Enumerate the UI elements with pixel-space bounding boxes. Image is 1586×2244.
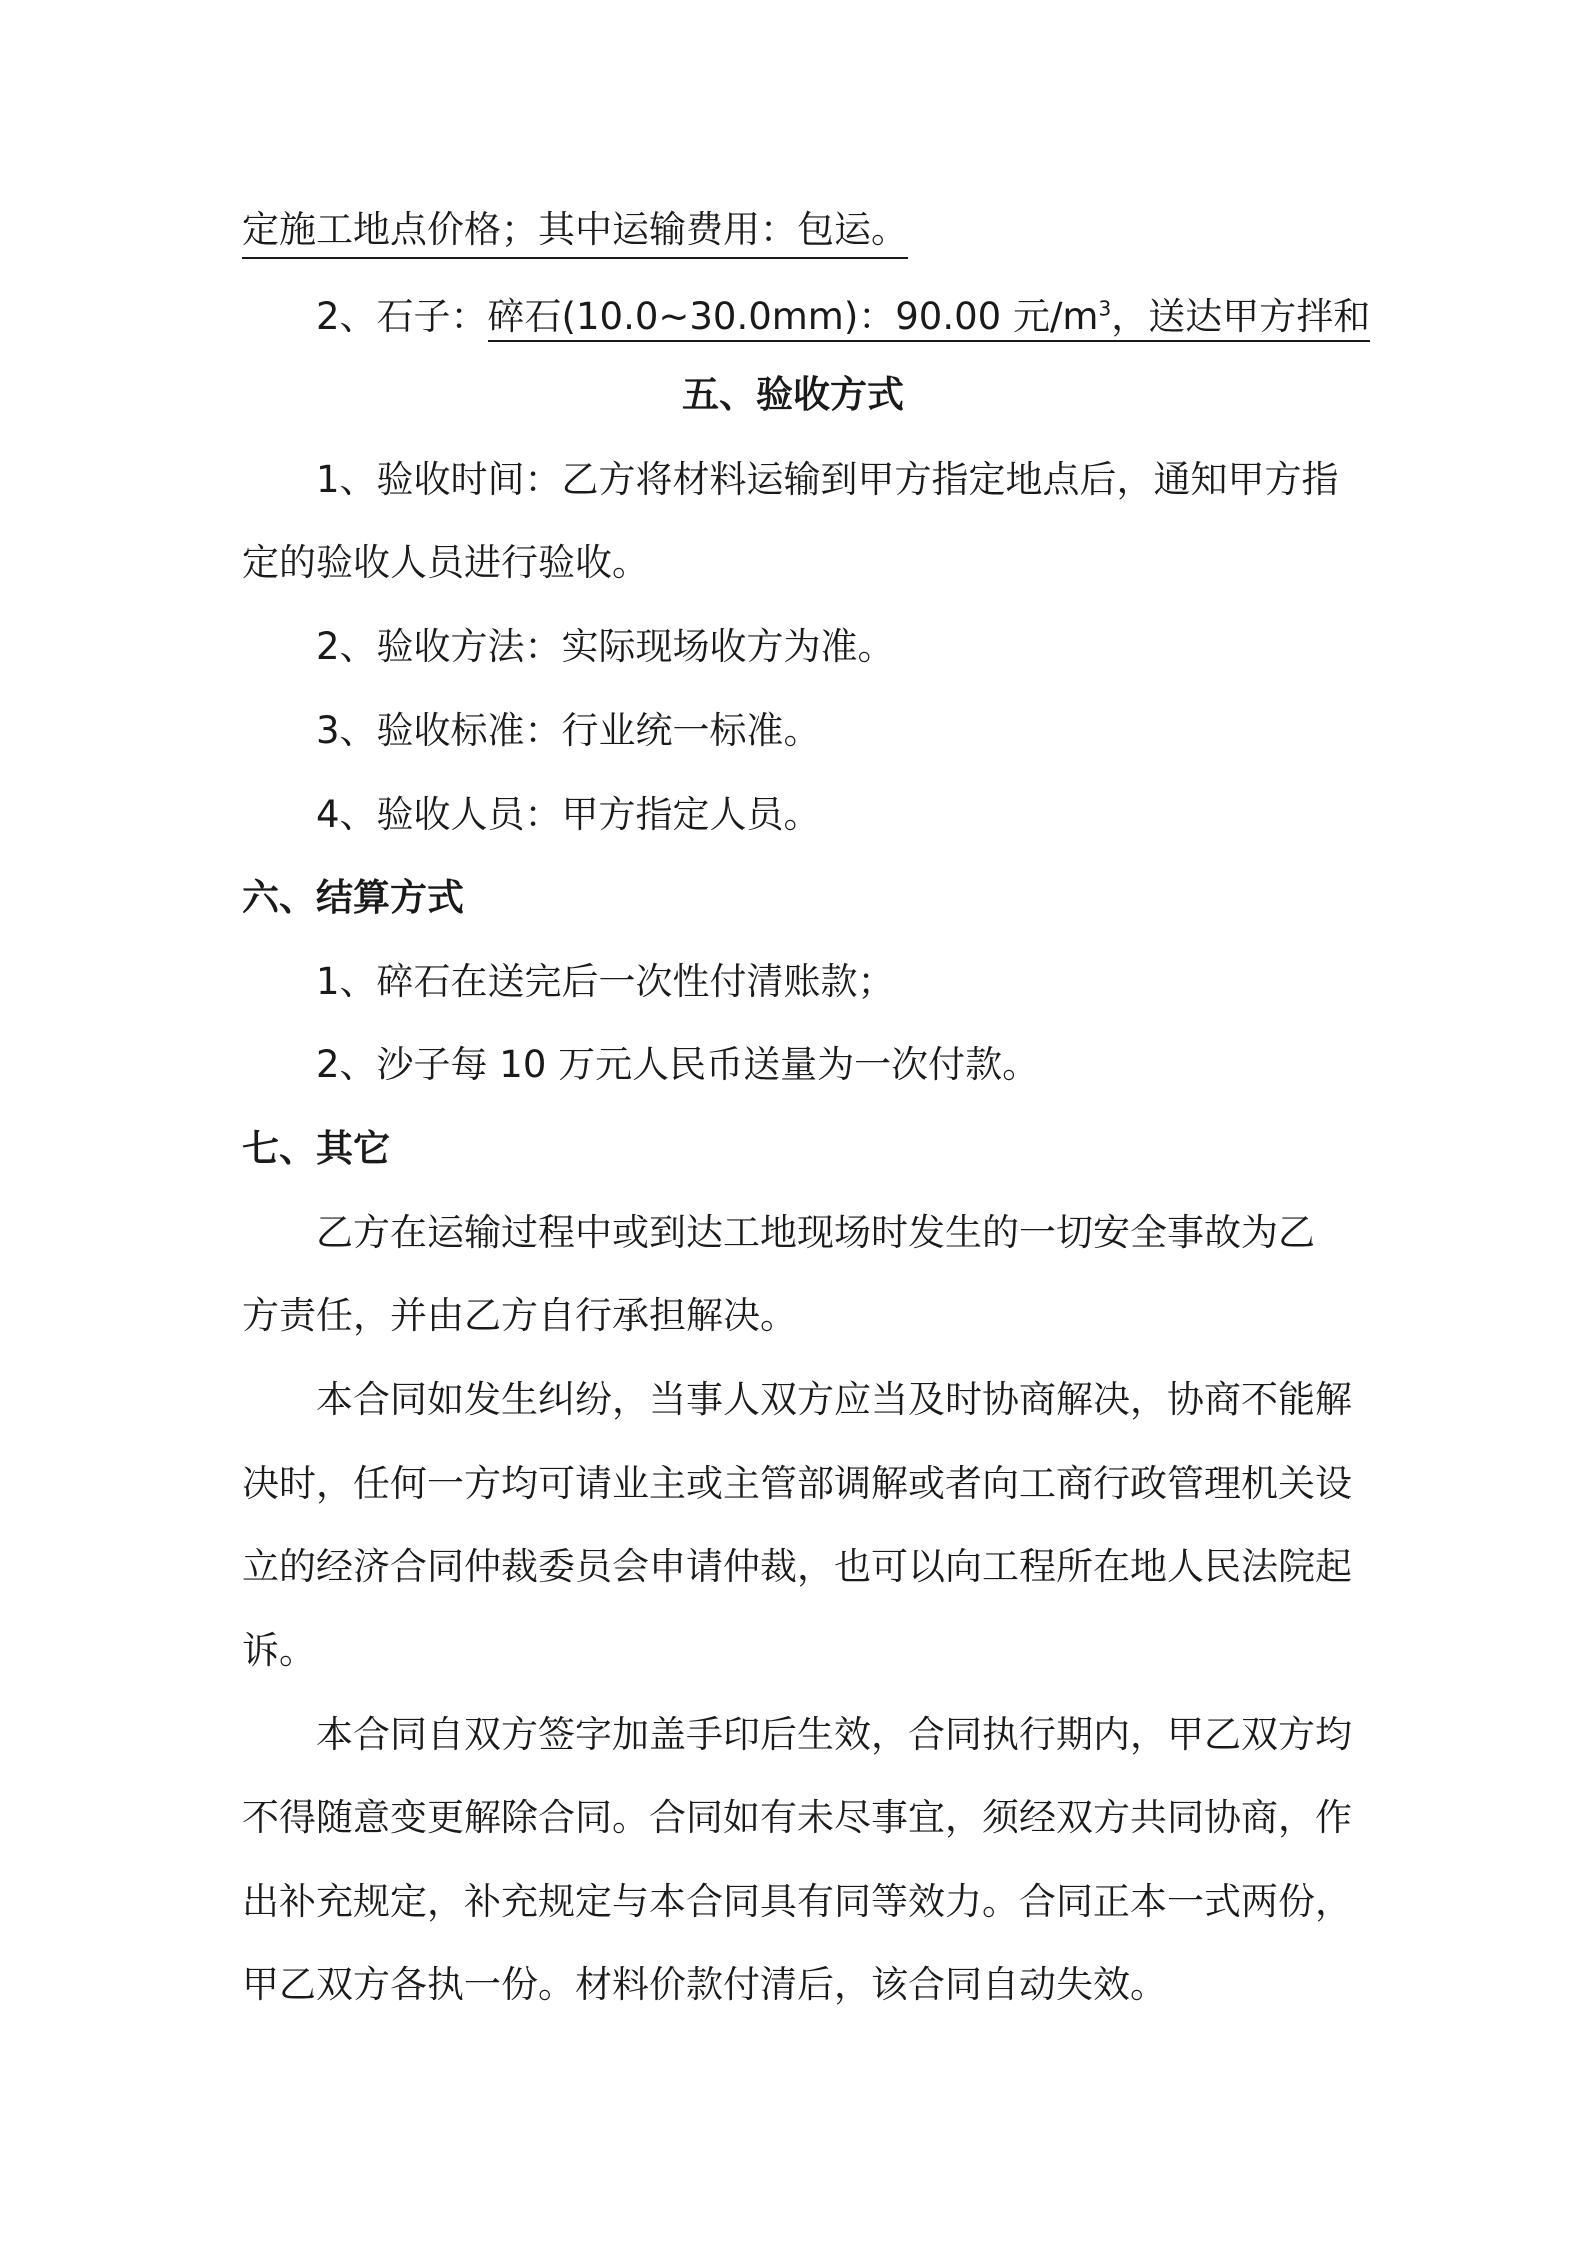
acceptance-time-line2: 定的验收人员进行验收。 xyxy=(242,541,649,584)
section-7-heading: 七、其它 xyxy=(242,1127,390,1170)
gravel-item xyxy=(316,292,1370,342)
safety-para-line2: 方责任，并由乙方自行承担解决。 xyxy=(242,1294,797,1337)
dispute-para-line4: 诉。 xyxy=(242,1629,316,1672)
dispute-para-line1: 本合同如发生纠纷，当事人双方应当及时协商解决，协商不能解 xyxy=(316,1378,1352,1421)
gravel-item-prefix: 2、石子： xyxy=(316,295,488,338)
validity-para-line1: 本合同自双方签字加盖手印后生效，合同执行期内，甲乙双方均 xyxy=(316,1713,1352,1756)
price-clause-line xyxy=(242,205,908,259)
dispute-para-line3: 立的经济合同仲裁委员会申请仲裁，也可以向工程所在地人民法院起 xyxy=(242,1545,1352,1588)
gravel-delivery-text: ，送达甲方拌和 xyxy=(1111,295,1371,338)
acceptance-standard: 3、验收标准：行业统一标准。 xyxy=(316,709,821,752)
safety-para-line1: 乙方在运输过程中或到达工地现场时发生的一切安全事故为乙 xyxy=(316,1211,1315,1254)
validity-para-line4: 甲乙双方各执一份。材料价款付清后，该合同自动失效。 xyxy=(242,1963,1167,2006)
validity-para-line3: 出补充规定，补充规定与本合同具有同等效力。合同正本一式两份， xyxy=(242,1880,1352,1923)
acceptance-personnel: 4、验收人员：甲方指定人员。 xyxy=(316,793,821,836)
settlement-gravel: 1、碎石在送完后一次性付清账款； xyxy=(316,960,895,1003)
section-6-heading: 六、结算方式 xyxy=(242,876,464,919)
gravel-item-underlined xyxy=(488,295,1371,342)
price-clause-text: 定施工地点价格；其中运输费用：包运。 xyxy=(242,208,908,251)
cubic-superscript: 3 xyxy=(1098,296,1112,321)
settlement-sand: 2、沙子每 10 万元人民币送量为一次付款。 xyxy=(316,1043,1040,1086)
acceptance-time-line1: 1、验收时间：乙方将材料运输到甲方指定地点后，通知甲方指 xyxy=(316,458,1339,501)
dispute-para-line2: 决时，任何一方均可请业主或主管部调解或者向工商行政管理机关设 xyxy=(242,1462,1352,1505)
validity-para-line2: 不得随意变更解除合同。合同如有未尽事宜，须经双方共同协商，作 xyxy=(242,1796,1352,1839)
section-5-heading: 五、验收方式 xyxy=(682,373,904,416)
gravel-price-text: 碎石(10.0~30.0mm)：90.00 元/m xyxy=(487,295,1099,338)
acceptance-method: 2、验收方法：实际现场收方为准。 xyxy=(316,625,895,668)
